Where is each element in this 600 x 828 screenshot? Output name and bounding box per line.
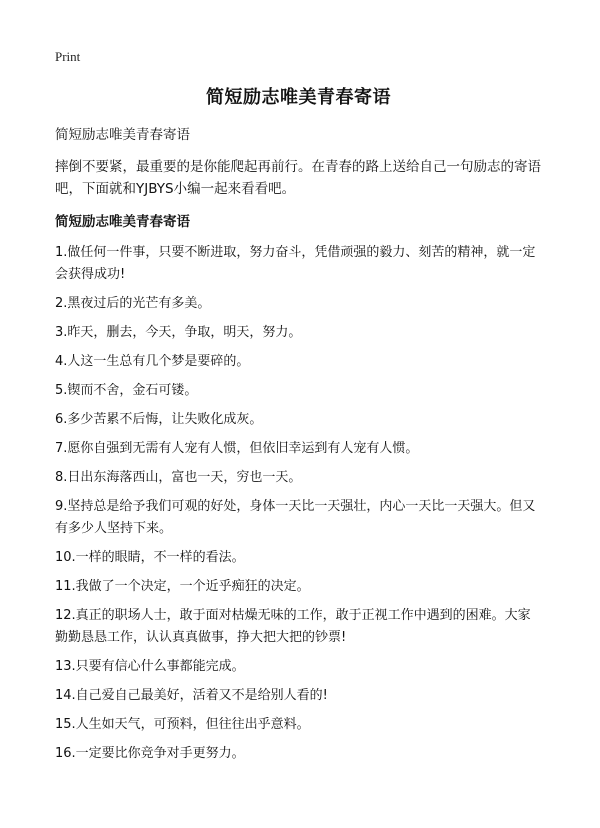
list-item: 6.多少苦累不后悔，让失败化成灰。 (55, 412, 263, 427)
section-heading: 简短励志唯美青春寄语 (55, 214, 190, 230)
list-item: 4.人这一生总有几个梦是要碎的。 (55, 354, 250, 369)
list-item: 2.黑夜过后的光芒有多美。 (55, 296, 211, 311)
list-item: 14.自己爱自己最美好，活着又不是给别人看的! (55, 688, 328, 703)
quote-list (55, 242, 542, 765)
list-item: 9.坚持总是给予我们可观的好处，身体一天比一天强壮，内心一天比一天强大。但又有多少人坚持下来。 (55, 499, 536, 536)
list-item: 8.日出东海落西山，富也一天，穷也一天。 (55, 470, 302, 485)
list-item: 16.一定要比你竞争对手更努力。 (55, 746, 245, 761)
list-item: 5.锲而不舍，金石可镂。 (55, 383, 198, 398)
list-item: 13.只要有信心什么事都能完成。 (55, 659, 245, 674)
list-item: 12.真正的职场人士，敢于面对枯燥无味的工作，敢于正视工作中遇到的困难。大家勤勤恳恳工作，认认真真做事，挣大把大把的钞票! (55, 608, 531, 645)
list-item: 11.我做了一个决定，一个近乎痴狂的决定。 (55, 579, 310, 594)
list-item: 15.人生如天气，可预料，但往往出乎意料。 (55, 717, 310, 732)
list-item: 10.一样的眼睛，不一样的看法。 (55, 550, 245, 565)
article-title: 简短励志唯美青春寄语 (206, 87, 391, 108)
list-item: 7.愿你自强到无需有人宠有人惯，但依旧幸运到有人宠有人惯。 (55, 441, 419, 456)
print-link[interactable]: Print (55, 49, 81, 64)
article-subtitle: 简短励志唯美青春寄语 (55, 127, 190, 143)
list-item: 3.昨天，删去，今天，争取，明天，努力。 (55, 325, 302, 340)
list-item: 1.做任何一件事，只要不断进取，努力奋斗，凭借顽强的毅力、刻苦的精神，就一定会获得成功! (55, 245, 536, 282)
intro-paragraph: 摔倒不要紧，最重要的是你能爬起再前行。在青春的路上送给自己一句励志的寄语吧，下面就和YJBYS小编一起来看看吧。 (55, 159, 541, 197)
